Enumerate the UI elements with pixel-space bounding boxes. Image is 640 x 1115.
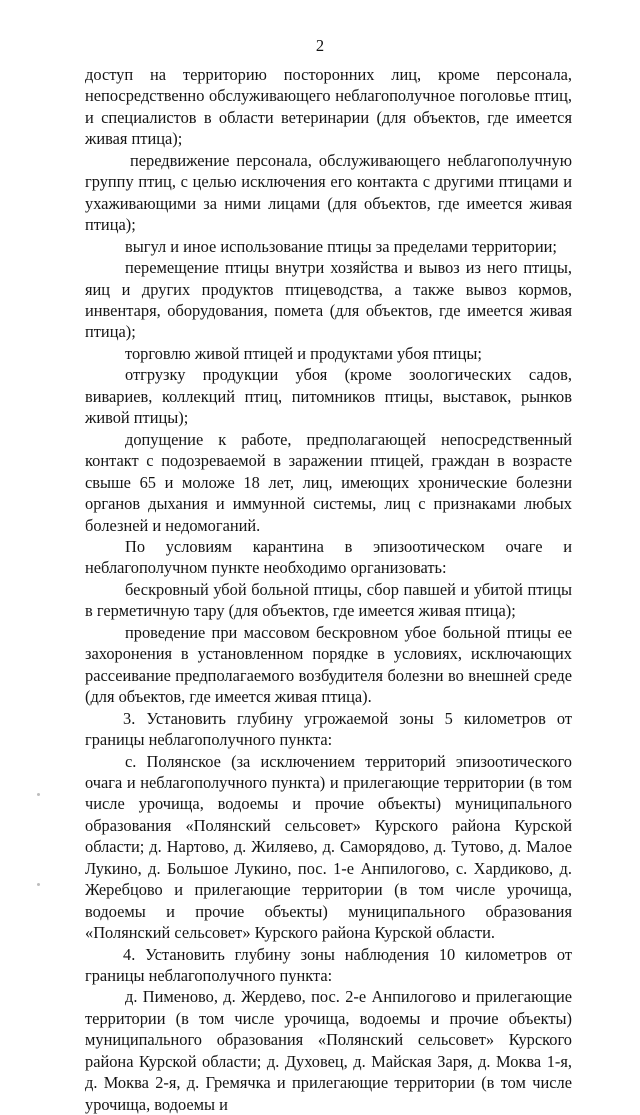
scan-speck — [37, 883, 40, 886]
page-number: 2 — [315, 36, 325, 55]
paragraph-slaughter-shipment: отгрузку продукции убоя (кроме зоологических садов, вивариев, коллекций птиц, питомников птицы, выставок, рынков живой птицы); — [85, 365, 572, 428]
paragraph-live-bird-trade: торговлю живой птицей и продуктами убоя птицы; — [125, 343, 482, 363]
document-body — [85, 64, 572, 1115]
paragraph-bird-walking: выгул и иное использование птицы за пределами территории; — [125, 236, 557, 256]
scan-speck — [37, 793, 40, 796]
paragraph-work-admission: допущение к работе, предполагающей непосредственный контакт с подозреваемой в заражении птицей, граждан в возрасте свыше 65 и моложе 18 лет, лиц, имеющих хронические болезни органов дыхания и иммунной системы, лиц с признаками любых болезней и недомоганий. — [85, 429, 572, 535]
paragraph-quarantine-intro: По условиям карантина в эпизоотическом очаге и неблагополучном пункте необходимо организовать: — [85, 536, 572, 578]
paragraph-burial: проведение при массовом бескровном убое больной птицы ее захоронения в установленном порядке в условиях, исключающих рассеивание предполагаемого возбудителя болезни во внешней среде (для объектов, где имеется живая птица). — [85, 622, 572, 707]
paragraph-visitor-access: доступ на территорию посторонних лиц, кроме персонала, непосредственно обслуживающего неблагополучное поголовье птиц, и специалистов в области ветеринарии (для объектов, где имеется живая птица); — [85, 65, 572, 149]
paragraph-bird-transport: перемещение птицы внутри хозяйства и вывоз из него птицы, яиц и других продуктов птицеводства, а также вывоз кормов, инвентаря, оборудования, помета (для объектов, где имеется живая птица); — [85, 258, 572, 342]
paragraph-staff-movement: передвижение персонала, обслуживающего неблагополучную группу птиц, с целью исключения его контакта с другими птицами и ухаживающими за ними лицами (для объектов, где имеется живая птица); — [85, 150, 572, 235]
paragraph-observation-zone-localities: д. Пименово, д. Жердево, пос. 2-е Анпилогово и прилегающие территории (в том числе урочища, водоемы и прочие объекты) муниципального образования «Полянский сельсовет» Курского района Курской области; д. Духовец, д. Майская Заря, д. Моква 1-я, д. Моква 2-я, д. Гремячка и прилегающие территории (в том числе урочища, водоемы и — [85, 987, 572, 1114]
paragraph-bloodless-slaughter: бескровный убой больной птицы, сбор павшей и убитой птицы в герметичную тару (для объектов, где имеется живая птица); — [85, 579, 572, 621]
paragraph-threatened-zone-localities: с. Полянское (за исключением территорий эпизоотического очага и неблагополучного пункта) и прилегающие территории (в том числе урочища, водоемы и прочие объекты) муниципального образования «Полянский сельсовет» Курского района Курской области; д. Нартово, д. Жиляево, д. Саморядово, д. Тутово, д. Малое Лукино, д. Большое Лукино, пос. 1-е Анпилогово, с. Хардиково, д. Жеребцово и прилегающие территории (в том числе урочища, водоемы и прочие объекты) муниципального образования «Полянский сельсовет» Курского района Курской области. — [85, 751, 572, 943]
paragraph-threatened-zone: 3. Установить глубину угрожаемой зоны 5 километров от границы неблагополучного пункта: — [85, 708, 572, 750]
paragraph-observation-zone: 4. Установить глубину зоны наблюдения 10 километров от границы неблагополучного пункта: — [85, 944, 572, 986]
